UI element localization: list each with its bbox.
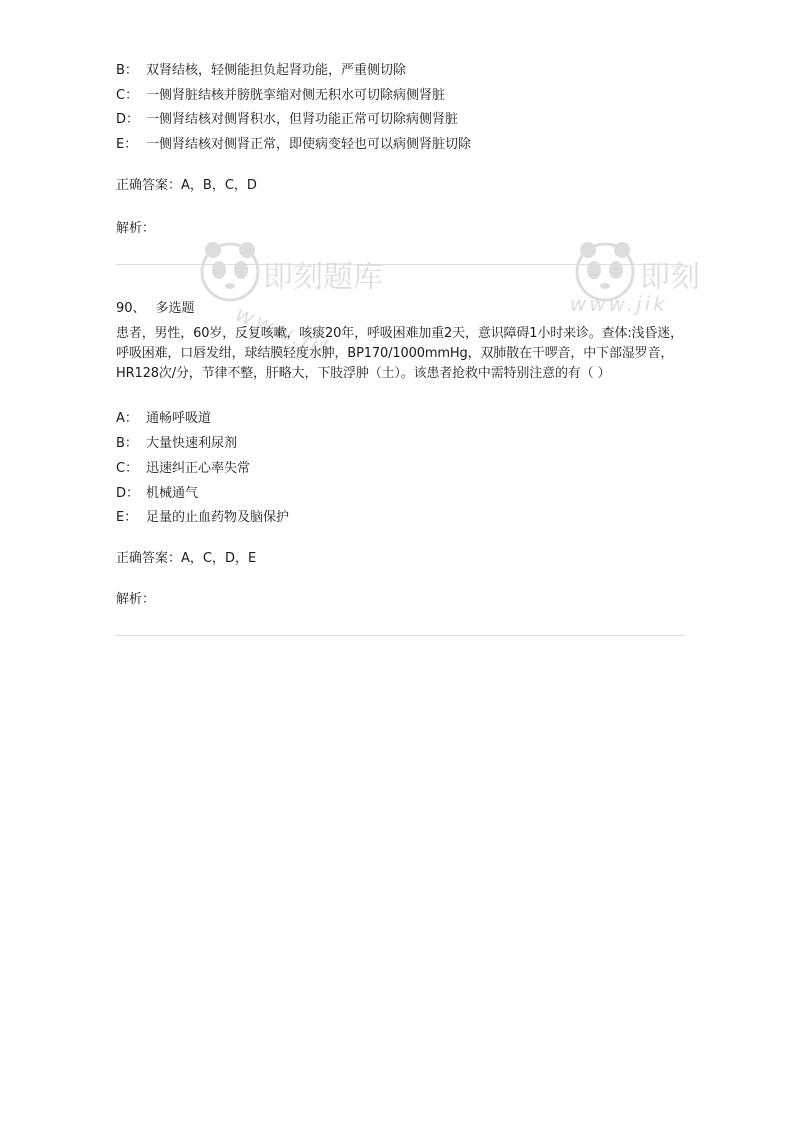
watermark-url-partial: www.jik	[570, 292, 668, 316]
option-letter: C：	[116, 88, 139, 103]
answer-value: A，B，C，D	[181, 178, 257, 193]
option-letter: D：	[116, 112, 140, 127]
option-text: 机械通气	[146, 486, 199, 501]
option-d	[116, 111, 458, 129]
option-d	[116, 485, 198, 503]
option-c	[116, 87, 445, 105]
option-text: 一侧肾结核对侧肾正常，即使病变轻也可以病侧肾脏切除	[146, 137, 472, 152]
option-text: 一侧肾结核对侧肾积水，但肾功能正常可切除病侧肾脏	[146, 112, 459, 127]
watermark-url: www.jik	[231, 302, 339, 365]
option-letter: B：	[116, 63, 138, 78]
option-e	[116, 509, 289, 527]
question-type: 多选题	[155, 301, 195, 316]
document-page	[116, 0, 686, 1132]
answer-label: 正确答案：	[116, 178, 182, 193]
watermark-brand: 即刻题库	[263, 260, 383, 295]
option-text: 大量快速利尿剂	[146, 436, 238, 451]
section-divider	[116, 635, 684, 636]
option-letter: D：	[116, 486, 140, 501]
answer-label: 正确答案：	[116, 551, 182, 566]
option-b	[116, 435, 237, 453]
option-text: 双肾结核，轻侧能担负起肾功能，严重侧切除	[146, 63, 407, 78]
option-letter: B：	[116, 436, 138, 451]
option-text: 迅速纠正心率失常	[146, 461, 251, 476]
option-text: 一侧肾脏结核并膀胱挛缩对侧无积水可切除病侧肾脏	[146, 88, 446, 103]
option-a	[116, 410, 211, 428]
option-letter: C：	[116, 461, 139, 476]
option-b	[116, 62, 406, 80]
correct-answer	[116, 550, 256, 568]
analysis-label: 解析：	[116, 221, 156, 236]
question-header	[116, 300, 195, 318]
option-c	[116, 460, 250, 478]
watermark-brand-partial: 即刻	[640, 260, 700, 295]
analysis-label: 解析：	[116, 592, 156, 607]
option-letter: E：	[116, 137, 138, 152]
question-number: 90、	[116, 301, 146, 316]
option-letter: E：	[116, 510, 138, 525]
option-text: 通畅呼吸道	[146, 411, 212, 426]
option-e	[116, 136, 471, 154]
correct-answer	[116, 177, 257, 195]
answer-value: A，C，D，E	[181, 551, 257, 566]
section-divider	[116, 264, 684, 265]
question-stem: 患者，男性，60岁，反复咳嗽，咳痰20年，呼吸困难加重2天，意识障碍1小时来诊。查体:浅昏迷，呼吸困难，口唇发绀，球结膜轻度水肿，BP170/1000mmHg，双肺散在干啰音，中下部湿罗音，HR128次/分，节律不整，肝略大，下肢浮肿（土）。该患者抢救中需特别注意的有（ ）	[116, 326, 683, 381]
option-letter: A：	[116, 411, 138, 426]
option-text: 足量的止血药物及脑保护	[146, 510, 290, 525]
